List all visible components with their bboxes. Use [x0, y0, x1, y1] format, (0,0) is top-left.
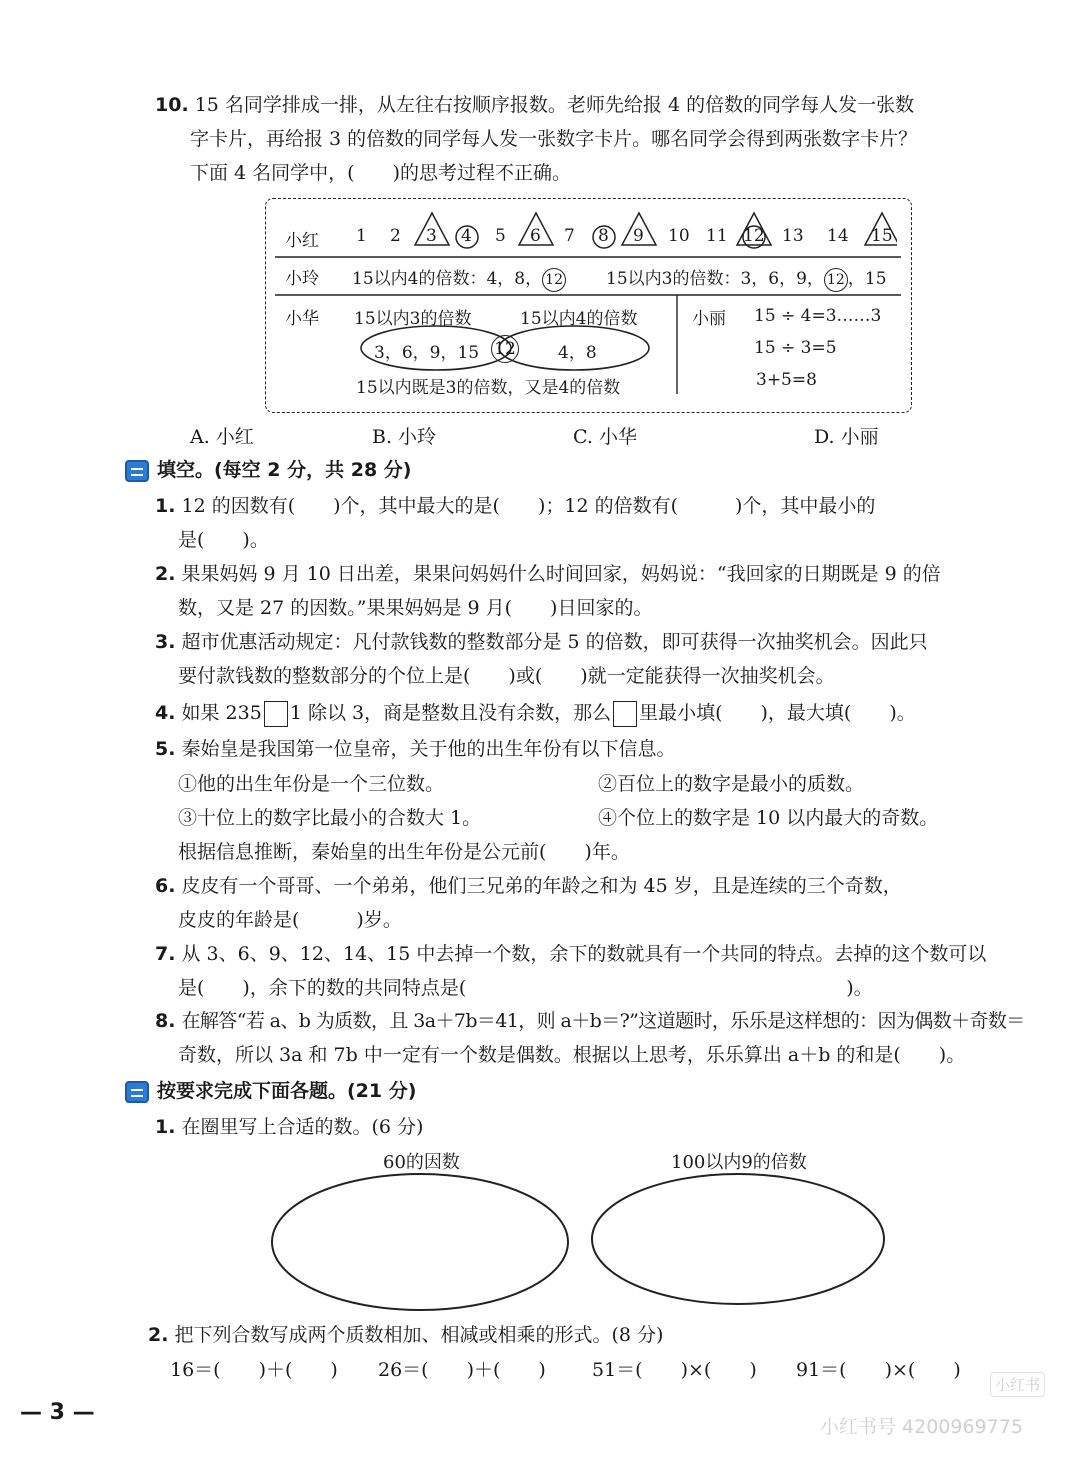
s2-q2-line1 [155, 557, 941, 591]
xiaohong-num-7: 7 [564, 226, 575, 246]
xiaohua-name: 小华 [285, 309, 319, 329]
xiaoli-eq1: 15 ÷ 4=3……3 [754, 306, 882, 326]
q10-line2: 字卡片，再给报 3 的倍数的同学每人发一张数字卡片。哪名同学会得到两张数字卡片？ [190, 128, 918, 150]
s2-q2-number: 2. [155, 563, 176, 585]
xiaoling-right-circled: 12 [824, 268, 848, 292]
xiaoling-right-tail: ，15 [847, 269, 887, 289]
s3-q2-item-16: 16＝( )＋( ) [170, 1359, 338, 1381]
xiaoli-eq3: 3+5=8 [756, 370, 817, 390]
xiaohong-num-8: 8 [598, 226, 609, 246]
s2-q6-line1 [155, 869, 902, 903]
section2-title: 填空。(每空 2 分，共 28 分) [157, 459, 412, 481]
xiaoli-name: 小丽 [692, 309, 726, 329]
s2-q3-text-1: 超市优惠活动规定：凡付款钱数的整数部分是 5 的倍数，即可获得一次抽奖机会。因此只 [181, 631, 928, 653]
s3-q1-label-right: 100以内9的倍数 [671, 1152, 807, 1173]
s2-q7-text-1: 从 3、6、9、12、14、15 中去掉一个数，余下的数就具有一个共同的特点。去掉的这个数可以 [181, 943, 987, 965]
choice-c[interactable]: C. 小华 [573, 426, 637, 448]
page-number: — 3 — [20, 1400, 95, 1425]
s2-q3-number: 3. [155, 631, 176, 653]
choice-b[interactable]: B. 小玲 [372, 426, 437, 448]
s2-q3-line2: 要付款钱数的整数部分的个位上是( )或( )就一定能获得一次抽奖机会。 [178, 665, 835, 687]
s3-q1-line [155, 1110, 423, 1144]
s3-q1-label-left: 60的因数 [383, 1152, 460, 1173]
xiaohong-num-2: 2 [390, 226, 401, 246]
s2-q4-part2: 1 除以 3，商是整数且没有余数，那么 [289, 702, 612, 724]
xiaohua-right-items: 4，8 [558, 343, 597, 363]
s2-q5-info4: ④个位上的数字是 10 以内最大的奇数。 [598, 807, 939, 829]
xiaohong-num-13: 13 [782, 226, 804, 246]
s2-q6-line2: 皮皮的年龄是( )岁。 [178, 909, 402, 931]
s2-q7-line1 [155, 937, 986, 971]
xiaoling-left-circled: 12 [542, 268, 566, 292]
s2-q5-info1: ①他的出生年份是一个三位数。 [178, 773, 445, 795]
xiaohong-circle-8 [593, 226, 615, 248]
s2-q4-blank-box-2[interactable] [613, 701, 637, 727]
xiaoli-eq2: 15 ÷ 3=5 [754, 338, 837, 358]
s2-q5-number: 5. [155, 738, 176, 760]
xiaohong-num-11: 11 [706, 226, 728, 246]
s2-q5-line2: 根据信息推断，秦始皇的出生年份是公元前( )年。 [178, 841, 630, 863]
s2-q4-blank-box-1[interactable] [264, 701, 288, 727]
s2-q7-line2: 是( )，余下的数的共同特点是( )。 [178, 977, 873, 999]
s2-q1-line2: 是( )。 [178, 529, 269, 551]
s2-q6-text-1: 皮皮有一个哥哥、一个弟弟，他们三兄弟的年龄之和为 45 岁，且是连续的三个奇数， [181, 875, 902, 897]
s3-q1-number: 1. [155, 1116, 176, 1138]
xiaoling-right [606, 264, 887, 292]
s2-q4-part1: 如果 235 [181, 702, 262, 724]
xiaoling-right-label: 15以内3的倍数：3，6，9， [606, 269, 824, 289]
xiaohong-num-10: 10 [668, 226, 690, 246]
s3-q2-item-51: 51＝( )×( ) [592, 1359, 757, 1381]
ellipse-multiples-of-9[interactable] [592, 1174, 884, 1304]
watermark-id: 小红书号 4200969775 [820, 1416, 1023, 1438]
xiaohong-num-1: 1 [356, 226, 367, 246]
xiaohong-circle-4 [456, 226, 478, 248]
xiaohong-triangle-15 [865, 213, 897, 245]
s3-q2-number: 2. [148, 1324, 169, 1346]
xiaohong-marks [352, 210, 897, 258]
xiaohong-num-12: 12 [743, 226, 765, 246]
s2-q5-line1 [155, 732, 676, 766]
s3-q1-text: 在圈里写上合适的数。(6 分) [181, 1116, 424, 1138]
choice-d[interactable]: D. 小丽 [814, 426, 879, 448]
section3-title: 按要求完成下面各题。(21 分) [157, 1080, 417, 1102]
s3-q2-text: 把下列合数写成两个质数相加、相减或相乘的形式。(8 分) [174, 1324, 664, 1346]
s2-q4-line1 [155, 696, 916, 730]
s2-q5-info2: ②百位上的数字是最小的质数。 [598, 773, 865, 795]
xiaohong-num-14: 14 [827, 226, 849, 246]
xiaohong-name: 小红 [285, 231, 319, 251]
s3-q1-ellipses [268, 1172, 893, 1317]
s2-q4-part3: 里最小填( )，最大填( )。 [639, 702, 916, 724]
xiaoling-left [352, 264, 566, 292]
s2-q3-line1 [155, 625, 928, 659]
xiaohong-triangle-9 [622, 213, 656, 245]
s3-q2-item-26: 26＝( )＋( ) [378, 1359, 546, 1381]
s2-q1-number: 1. [155, 495, 176, 517]
xiaohua-label-right: 15以内4的倍数 [520, 309, 638, 329]
xiaohong-triangle-6 [519, 213, 553, 245]
xiaohua-center: 12 [491, 335, 519, 363]
s2-q8-number: 8. [155, 1010, 176, 1032]
xiaohong-num-3: 3 [426, 226, 437, 246]
q10-line1 [155, 88, 914, 122]
section3-list-icon [125, 1081, 149, 1103]
xiaohong-num-15: 15 [871, 226, 893, 246]
s2-q7-number: 7. [155, 943, 176, 965]
xiaohua-left-items: 3，6，9，15 [374, 343, 480, 363]
s3-q2-line [148, 1318, 663, 1352]
xiaoling-name: 小玲 [285, 269, 319, 289]
s2-q2-line2: 数，又是 27 的因数。”果果妈妈是 9 月( )日回家的。 [178, 597, 653, 619]
xiaohong-triangle-12 [737, 213, 771, 245]
s2-q5-text-1: 秦始皇是我国第一位皇帝，关于他的出生年份有以下信息。 [181, 738, 676, 760]
ellipse-factors-of-60[interactable] [272, 1174, 568, 1310]
xiaohong-num-6: 6 [530, 226, 541, 246]
watermark-logo: 小红书 [990, 1372, 1045, 1397]
s2-q8-text-1: 在解答“若 a、b 为质数，且 3a＋7b＝41，则 a＋b＝?”这道题时，乐乐是这样想的：因为偶数＋奇数＝ [181, 1010, 1025, 1032]
s2-q8-line1 [155, 1004, 1025, 1038]
xiaohua-label-left: 15以内3的倍数 [354, 309, 472, 329]
xiaohua-caption: 15以内既是3的倍数，又是4的倍数 [356, 378, 621, 398]
q10-text-1: 15 名同学排成一排，从左往右按顺序报数。老师先给报 4 的倍数的同学每人发一张数 [194, 94, 915, 116]
section2-list-icon [125, 460, 149, 482]
s3-q2-item-91: 91＝( )×( ) [796, 1359, 961, 1381]
xiaoling-left-label: 15以内4的倍数：4，8， [352, 269, 543, 289]
xiaohong-num-9: 9 [633, 226, 644, 246]
xiaohong-num-5: 5 [495, 226, 506, 246]
xiaohong-num-4: 4 [461, 226, 472, 246]
s2-q4-number: 4. [155, 702, 176, 724]
s2-q8-line2: 奇数，所以 3a 和 7b 中一定有一个数是偶数。根据以上思考，乐乐算出 a＋b 的和是( )。 [178, 1044, 966, 1066]
s2-q2-text-1: 果果妈妈 9 月 10 日出差，果果问妈妈什么时间回家，妈妈说：“我回家的日期既是 9 的倍 [181, 563, 941, 585]
s2-q1-text-1: 12 的因数有( )个，其中最大的是( )；12 的倍数有( )个，其中最小的 [181, 495, 876, 517]
choice-a[interactable]: A. 小红 [190, 426, 254, 448]
q10-number: 10. [155, 94, 189, 116]
s2-q5-info3: ③十位上的数字比最小的合数大 1。 [178, 807, 482, 829]
q10-line3: 下面 4 名同学中，( )的思考过程不正确。 [190, 162, 571, 184]
s2-q6-number: 6. [155, 875, 176, 897]
xiaohong-triangle-3 [415, 213, 449, 245]
s2-q1-line1 [155, 489, 875, 523]
